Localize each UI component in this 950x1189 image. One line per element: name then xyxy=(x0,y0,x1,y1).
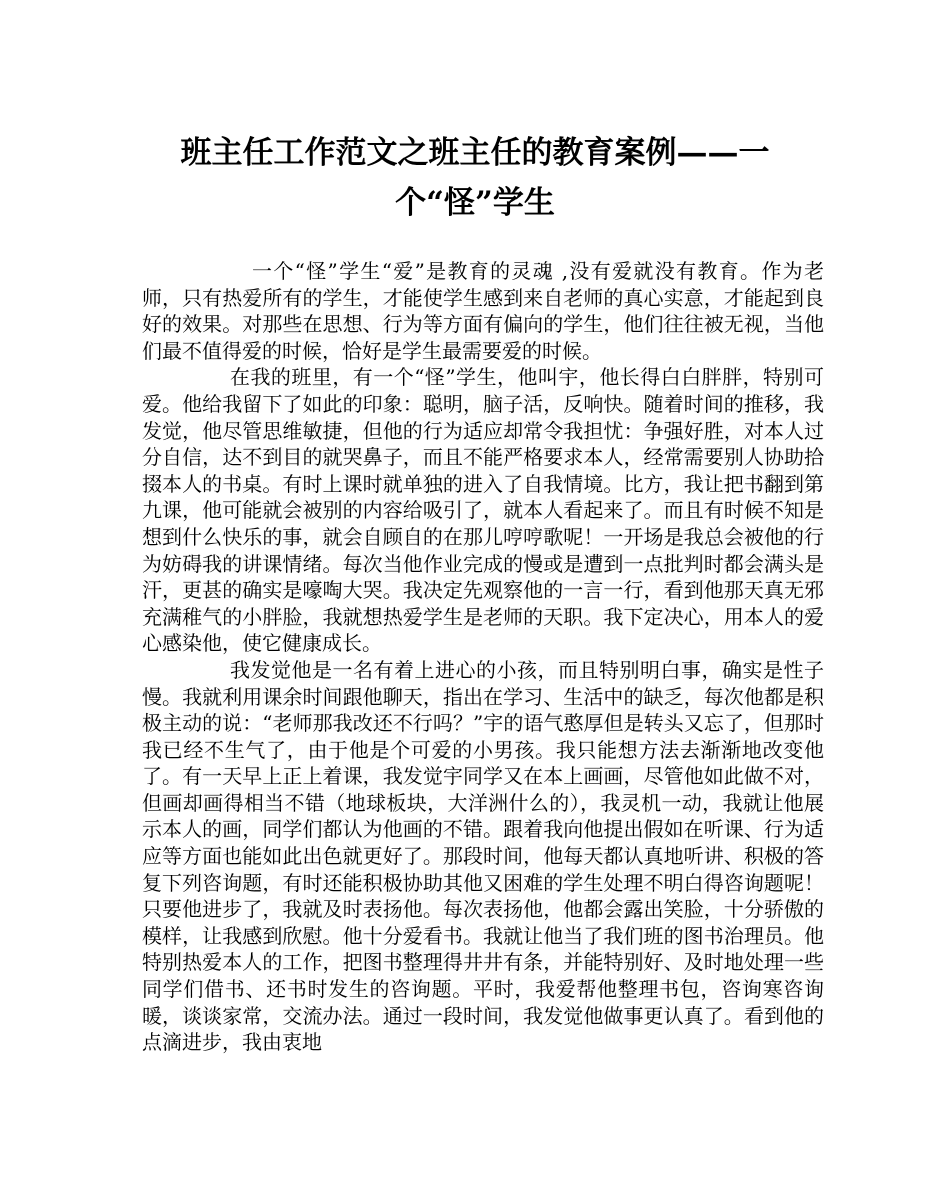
document-body xyxy=(142,258,824,1056)
paragraph-3: 我发觉他是一名有着上进心的小孩，而且特别明白事，确实是性子慢。我就利用课余时间跟他聊天，指出在学习、生活中的缺乏，每次他都是积极主动的说：“老师那我改还不行吗？”宇的语气憨厚但是转头又忘了，但那时我已经不生气了，由于他是个可爱的小男孩。我只能想方法去渐渐地改变他了。有一天早上正上着课，我发觉宇同学又在本上画画，尽管他如此做不对，但画却画得相当不错（地球板块，大洋洲什么的），我灵机一动，我就让他展示本人的画，同学们都认为他画的不错。跟着我向他提出假如在听课、行为适应等方面也能如此出色就更好了。那段时间，他每天都认真地听讲、积极的答复下列咨询题，有时还能积极协助其他又困难的学生处理不明白得咨询题呢！只要他进步了，我就及时表扬他。每次表扬他，他都会露出笑脸，十分骄傲的模样，让我感到欣慰。他十分爱看书。我就让他当了我们班的图书治理员。他特别热爱本人的工作，把图书整理得井井有条，并能特别好、及时地处理一些同学们借书、还书时发生的咨询题。平时，我爱帮他整理书包，咨询寒咨询暖，谈谈家常，交流办法。通过一段时间，我发觉他做事更认真了。看到他的点滴进步，我由衷地 xyxy=(142,657,824,1055)
document-title: 班主任工作范文之班主任的教育案例——一个“怪”学生 xyxy=(180,135,770,221)
paragraph-2: 在我的班里，有一个“怪”学生，他叫宇，他长得白白胖胖，特别可爱。他给我留下了如此的印象：聪明，脑子活，反响快。随着时间的推移，我发觉，他尽管思维敏捷，但他的行为适应却常令我担忧：争强好胜，对本人过分自信，达不到目的就哭鼻子，而且不能严格要求本人，经常需要别人协助拾掇本人的书桌。有时上课时就单独的进入了自我情境。比方，我让把书翻到第九课，他可能就会被别的内容给吸引了，就本人看起来了。而且有时候不知是想到什么快乐的事，就会自顾自的在那儿哼哼歌呢！一开场是我总会被他的行为妨碍我的讲课情绪。每次当他作业完成的慢或是遭到一点批判时都会满头是汗，更甚的确实是嚎啕大哭。我决定先观察他的一言一行，看到他那天真无邪充满稚气的小胖脸，我就想热爱学生是老师的天职。我下定决心，用本人的爱心感染他，使它健康成长。 xyxy=(142,365,824,656)
paragraph-1: 一个“怪”学生“爱”是教育的灵魂 ,没有爱就没有教育。作为老师，只有热爱所有的学生，才能使学生感到来自老师的真心实意，才能起到良好的效果。对那些在思想、行为等方面有偏向的学生，他们往往被无视，当他们最不值得爱的时候，恰好是学生最需要爱的时候。 xyxy=(142,259,824,363)
